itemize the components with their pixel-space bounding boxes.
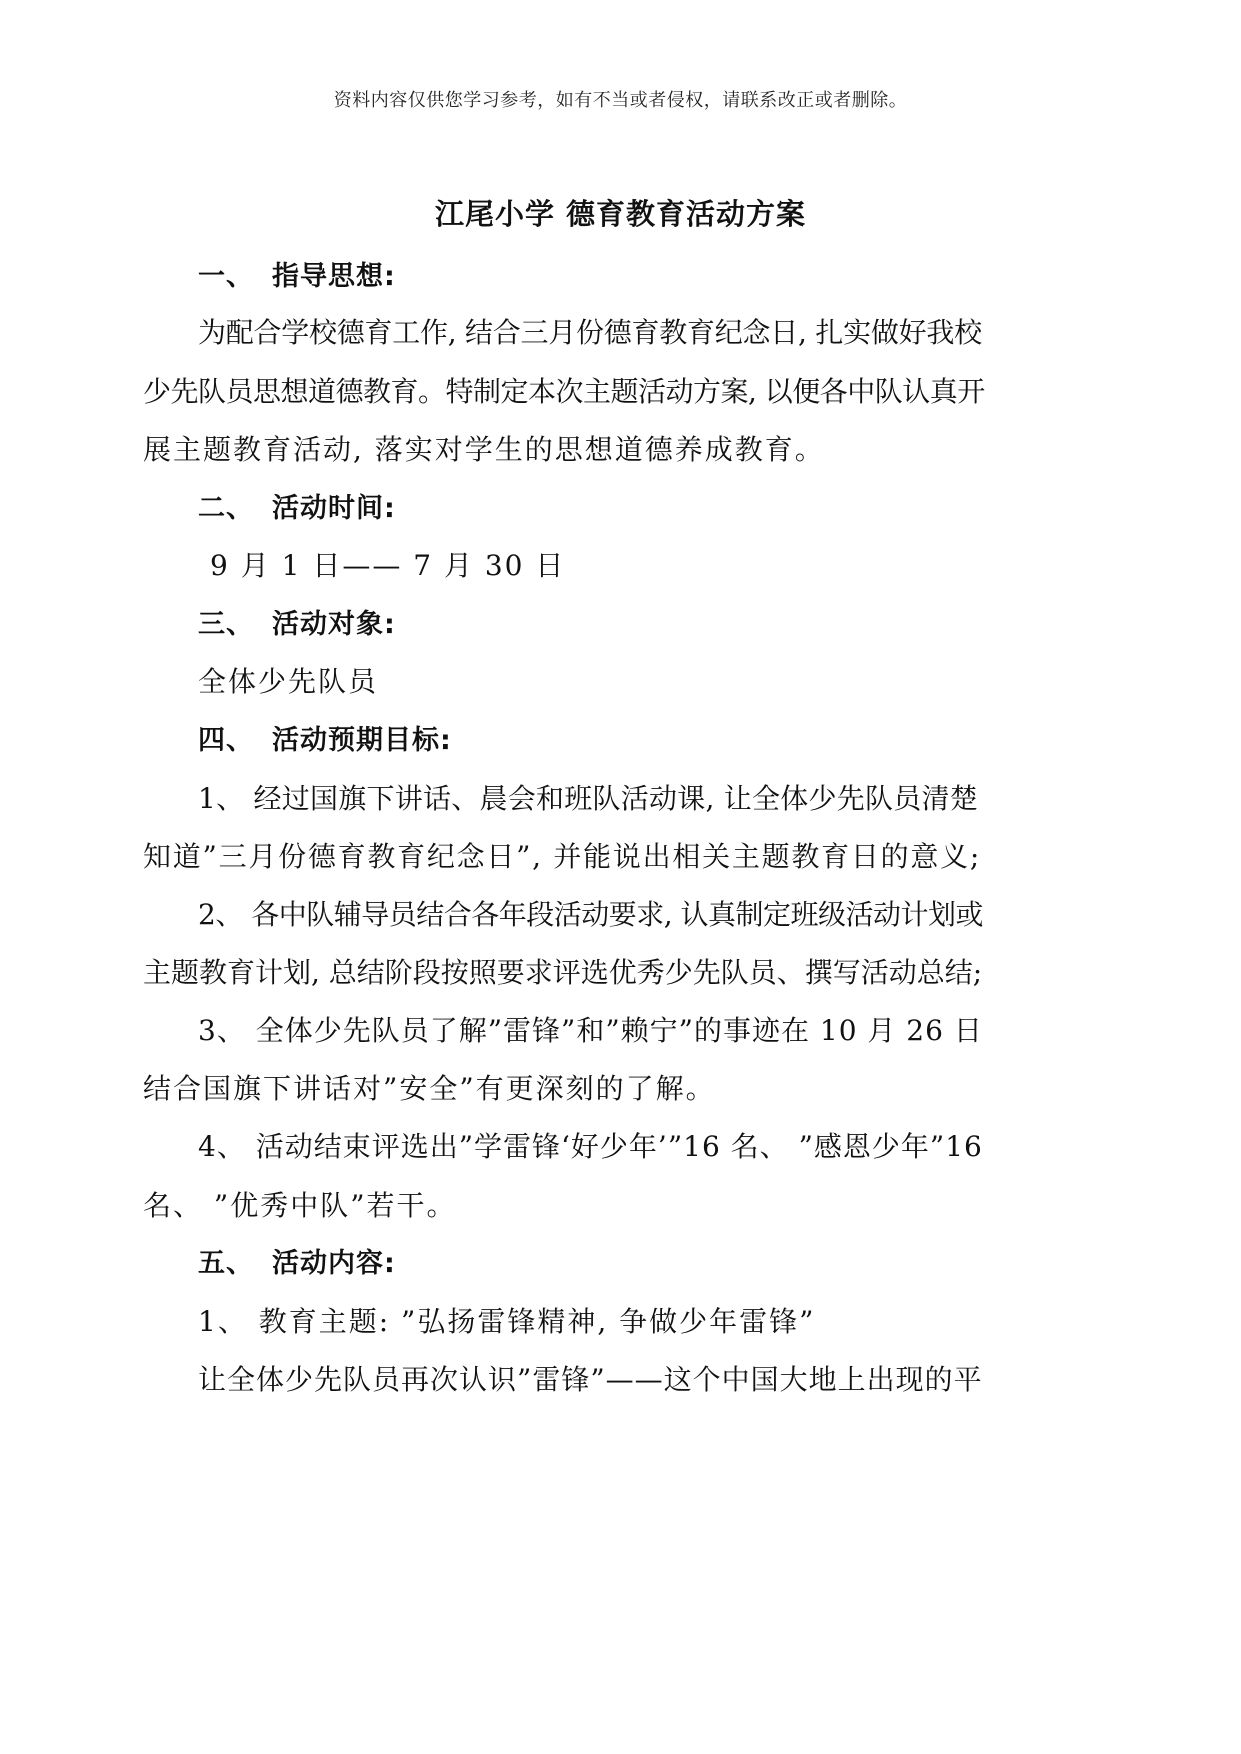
section-number: 一、 (198, 261, 254, 292)
section-label: 活动时间: (272, 493, 396, 524)
paragraph-line: 结合国旗下讲话对”安全”有更深刻的了解。 (143, 1072, 716, 1105)
paragraph-line: 全体少先队员 (198, 665, 379, 698)
paragraph-line: 1、 经过国旗下讲话、晨会和班队活动课, 让全体少先队员清楚 (198, 782, 979, 815)
section-number: 二、 (198, 493, 254, 524)
document-title: 江尾小学 德育教育活动方案 (434, 197, 807, 231)
paragraph-line: 1、 教育主题: ”弘扬雷锋精神, 争做少年雷锋” (198, 1305, 816, 1338)
section-heading-activity-time (198, 495, 396, 522)
section-label: 活动对象: (272, 609, 396, 640)
paragraph-line: 知道”三月份德育教育纪念日”, 并能说出相关主题教育日的意义; (143, 840, 982, 873)
paragraph-line: 3、 全体少先队员了解”雷锋”和”赖宁”的事迹在 10 月 26 日 (198, 1014, 983, 1047)
section-label: 活动内容: (272, 1248, 396, 1279)
section-number: 三、 (198, 609, 254, 640)
paragraph-line: 为配合学校德育工作, 结合三月份德育教育纪念日, 扎实做好我校 (198, 316, 982, 349)
paragraph-line: 4、 活动结束评选出”学雷锋‘好少年’”16 名、 ”感恩少年”16 (198, 1130, 983, 1163)
section-heading-expected-goals (198, 727, 452, 754)
paragraph-line: 展主题教育活动, 落实对学生的思想道德养成教育。 (143, 433, 825, 466)
section-label: 活动预期目标: (272, 725, 452, 756)
section-heading-activity-content (198, 1250, 396, 1277)
paragraph-line: 名、 ”优秀中队”若干。 (143, 1189, 457, 1222)
disclaimer-header: 资料内容仅供您学习参考，如有不当或者侵权，请联系改正或者删除。 (333, 90, 908, 111)
paragraph-line: 让全体少先队员再次认识”雷锋”——这个中国大地上出现的平 (198, 1363, 983, 1396)
section-label: 指导思想: (272, 261, 396, 292)
section-number: 四、 (198, 725, 254, 756)
paragraph-line: 2、 各中队辅导员结合各年段活动要求, 认真制定班级活动计划或 (198, 898, 984, 931)
paragraph-line: 少先队员思想道德教育。特制定本次主题活动方案, 以便各中队认真开 (143, 375, 985, 408)
paragraph-line: 主题教育计划, 总结阶段按照要求评选优秀少先队员、撰写活动总结; (143, 956, 983, 989)
section-heading-guiding-ideology (198, 263, 396, 290)
paragraph-line: 9 月 1 日—— 7 月 30 日 (210, 549, 566, 582)
section-heading-activity-target (198, 611, 396, 638)
section-number: 五、 (198, 1248, 254, 1279)
